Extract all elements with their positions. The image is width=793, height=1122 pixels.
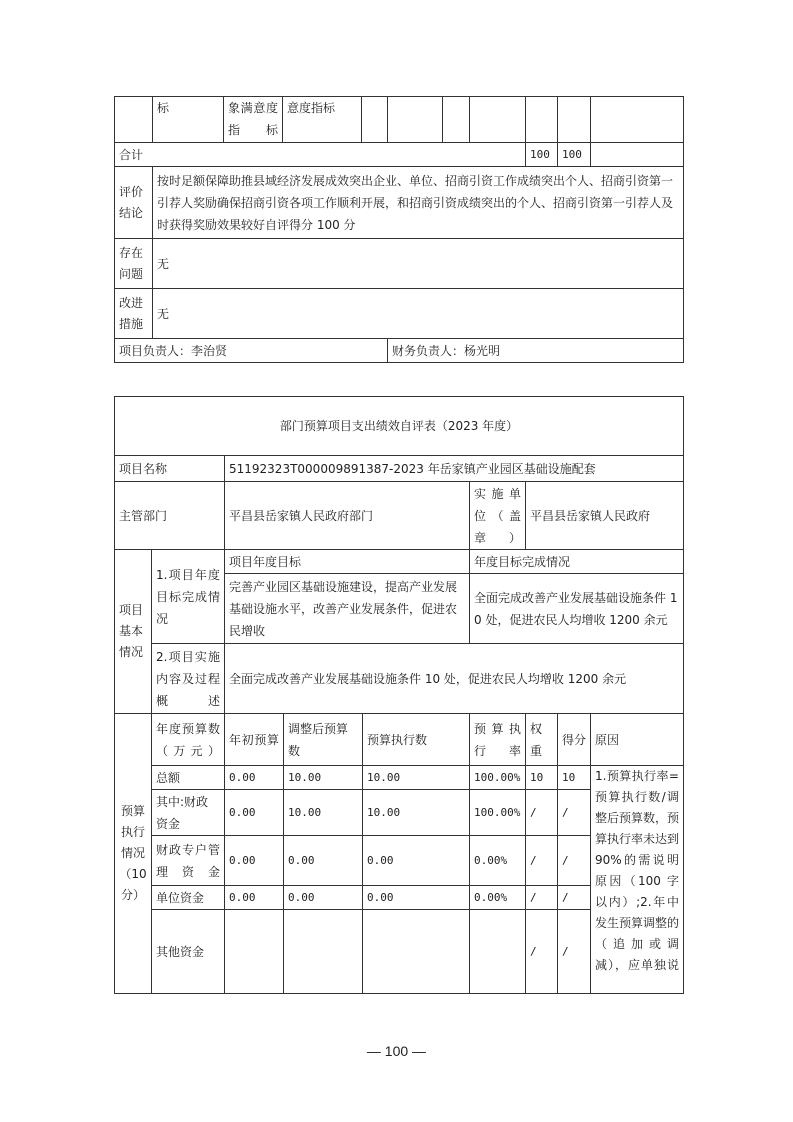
budget-row-name: 财政专户管理资金 — [152, 836, 225, 886]
budget-section-label: 预算执行情况（10分） — [115, 714, 152, 994]
budget-rate: 0.00% — [470, 836, 526, 886]
empty-cell — [362, 97, 388, 143]
budget-row-name: 单位资金 — [152, 886, 225, 910]
finance-lead: 财务负责人：杨光明 — [388, 339, 684, 363]
empty-cell — [558, 97, 591, 143]
budget-adjusted: 0.00 — [284, 886, 363, 910]
budget-header: 预算执行数 — [363, 714, 470, 766]
budget-weight: / — [526, 886, 558, 910]
budget-score: / — [558, 886, 591, 910]
indicator-level3: 意度指标 — [283, 97, 362, 143]
budget-adjusted: 0.00 — [284, 836, 363, 886]
dept-label: 主管部门 — [115, 482, 225, 550]
budget-header-row — [115, 714, 684, 766]
budget-header: 得分 — [558, 714, 591, 766]
budget-weight: / — [526, 836, 558, 886]
table-title: 部门预算项目支出绩效自评表（2023 年度） — [115, 397, 684, 456]
annual-goal: 完善产业园区基础设施建设，提高产业发展基础设施水平，改善产业发展条件，促进农民增收 — [225, 574, 470, 644]
total-weight: 100 — [526, 143, 558, 167]
budget-score: 10 — [558, 766, 591, 790]
budget-weight: 10 — [526, 766, 558, 790]
impl-unit-value: 平昌县岳家镇人民政府 — [526, 482, 684, 550]
basic-info-label: 项目基本情况 — [115, 550, 152, 714]
budget-reason: 1.预算执行率=预算执行数/调整后预算数，预算执行率未达到 90%的需说明原因（100 字以内）;2.年中发生预算调整的（追加或调减），应单独说 — [591, 766, 684, 994]
performance-table-continued — [114, 96, 684, 363]
budget-executed: 0.00 — [363, 886, 470, 910]
page-number: — 100 — — [366, 1043, 427, 1059]
budget-score: / — [558, 910, 591, 994]
budget-header: 年初预算 — [225, 714, 284, 766]
budget-adjusted — [284, 910, 363, 994]
problems-label: 存在问题 — [115, 239, 153, 289]
improvements-label: 改进措施 — [115, 289, 153, 339]
budget-row-name: 其中:财政资金 — [152, 790, 225, 836]
title-row — [115, 397, 684, 456]
budget-weight: / — [526, 910, 558, 994]
empty-cell — [526, 97, 558, 143]
budget-row-name: 总额 — [152, 766, 225, 790]
empty-cell — [388, 97, 443, 143]
annual-goal-header: 项目年度目标 — [225, 550, 470, 574]
project-name-row — [115, 456, 684, 482]
project-lead: 项目负责人：李治贤 — [115, 339, 388, 363]
budget-header: 年度预算数（万元） — [152, 714, 225, 766]
budget-initial: 0.00 — [225, 886, 284, 910]
dept-value: 平昌县岳家镇人民政府部门 — [225, 482, 470, 550]
problems-text: 无 — [153, 239, 684, 289]
department-row — [115, 482, 684, 550]
goal-section-label: 1.项目年度目标完成情况 — [152, 550, 225, 644]
budget-rate: 0.00% — [470, 886, 526, 910]
budget-rate — [470, 910, 526, 994]
content-text: 全面完成改善产业发展基础设施条件 10 处，促进农民人均增收 1200 余元 — [225, 644, 684, 714]
budget-performance-table — [114, 396, 684, 994]
indicator-row — [115, 97, 684, 143]
content-label: 2.项目实施内容及过程概述 — [152, 644, 225, 714]
budget-executed: 10.00 — [363, 790, 470, 836]
budget-rate: 100.00% — [470, 766, 526, 790]
budget-adjusted: 10.00 — [284, 766, 363, 790]
budget-row — [115, 766, 684, 790]
evaluation-row — [115, 167, 684, 239]
budget-executed — [363, 910, 470, 994]
budget-executed: 10.00 — [363, 766, 470, 790]
indicator-level2: 象满意度指标 — [224, 97, 283, 143]
budget-initial: 0.00 — [225, 790, 284, 836]
problems-row — [115, 239, 684, 289]
budget-header: 原因 — [591, 714, 684, 766]
impl-unit-label: 实施单位（盖章） — [470, 482, 526, 550]
budget-executed: 0.00 — [363, 836, 470, 886]
budget-row-name: 其他资金 — [152, 910, 225, 994]
empty-cell — [470, 97, 526, 143]
budget-rate: 100.00% — [470, 790, 526, 836]
goal-header-row — [115, 550, 684, 574]
completion-header: 年度目标完成情况 — [470, 550, 684, 574]
budget-header: 权重 — [526, 714, 558, 766]
signature-row — [115, 339, 684, 363]
evaluation-label: 评价结论 — [115, 167, 153, 239]
improvements-text: 无 — [153, 289, 684, 339]
budget-header: 预算执行率 — [470, 714, 526, 766]
budget-initial — [225, 910, 284, 994]
indicator-level1: 标 — [153, 97, 224, 143]
project-name: 51192323T000009891387-2023 年岳家镇产业园区基础设施配套 — [225, 456, 684, 482]
budget-header: 调整后预算数 — [284, 714, 363, 766]
budget-score: / — [558, 790, 591, 836]
evaluation-text: 按时足额保障助推县域经济发展成效突出企业、单位、招商引资工作成绩突出个人、招商引资第一引荐人奖励确保招商引资各项工作顺利开展，和招商引资成绩突出的个人、招商引资第一引荐人及时获得奖励效果较好自评得分 100 分 — [153, 167, 684, 239]
budget-score: / — [558, 836, 591, 886]
goal-completion: 全面完成改善产业发展基础设施条件 10 处，促进农民人均增收 1200 余元 — [470, 574, 684, 644]
total-row — [115, 143, 684, 167]
empty-cell — [443, 97, 470, 143]
budget-initial: 0.00 — [225, 766, 284, 790]
empty-cell — [115, 97, 153, 143]
content-row — [115, 644, 684, 714]
empty-cell — [591, 143, 684, 167]
project-name-label: 项目名称 — [115, 456, 225, 482]
budget-adjusted: 10.00 — [284, 790, 363, 836]
total-score: 100 — [558, 143, 591, 167]
budget-initial: 0.00 — [225, 836, 284, 886]
budget-weight: / — [526, 790, 558, 836]
total-label: 合计 — [115, 143, 526, 167]
improvements-row — [115, 289, 684, 339]
empty-cell — [591, 97, 684, 143]
